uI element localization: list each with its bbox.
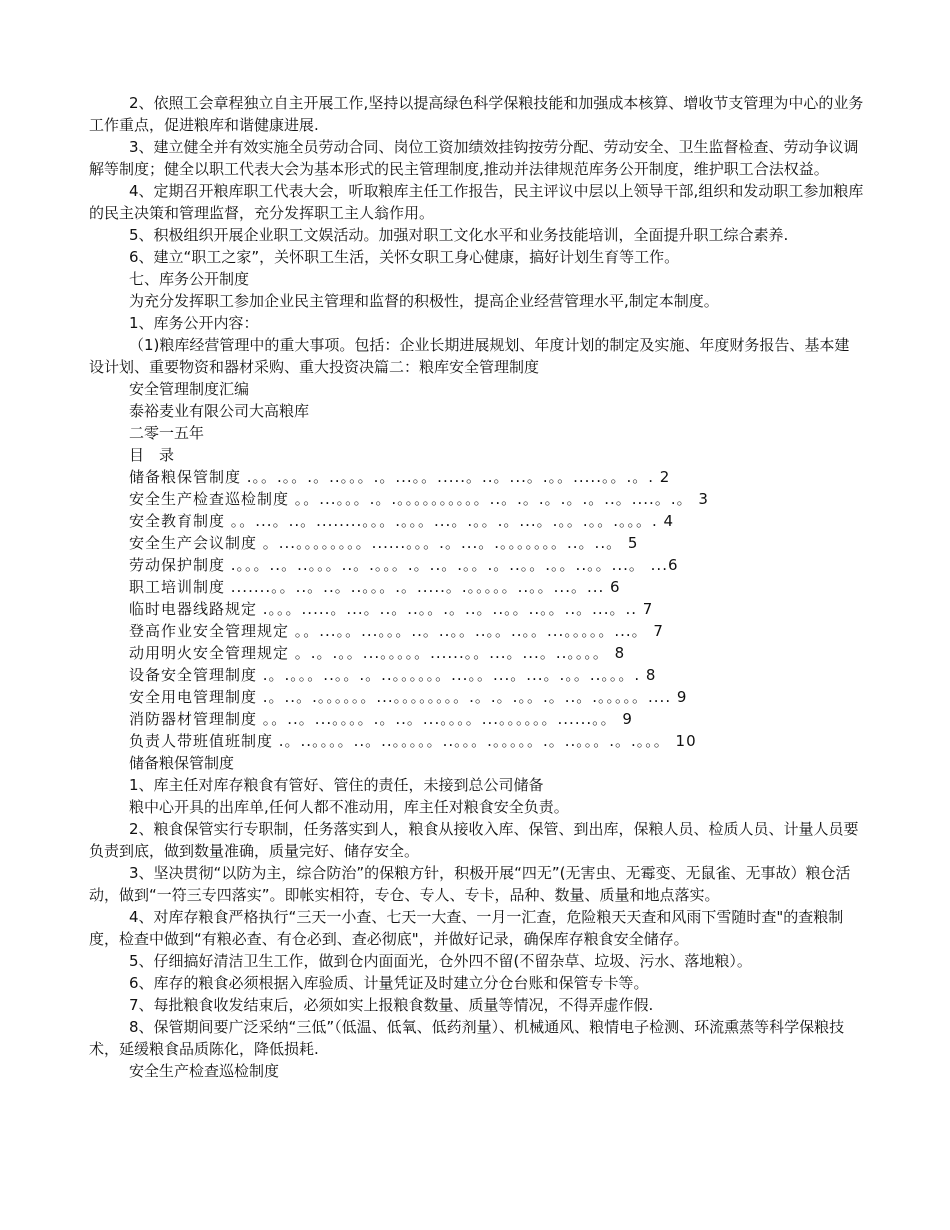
toc-entry: 安全生产检查巡检制度 。。...。。。.。.。。。。。。。。。。..。.。.。.。.。..。....。.。 3 bbox=[129, 490, 709, 508]
paragraph: 6、建立“职工之家”，关怀职工生活，关怀女职工身心健康，搞好计划生育等工作。 bbox=[129, 248, 680, 266]
paragraph: 6、库存的粮食必须根据入库验质、计量凭证及时建立分仓台账和保管专卡等。 bbox=[129, 974, 649, 992]
toc-entry: 安全教育制度 。。...。..。........。。。.。。。...。.。。.。...。.。。.。。.。。。. 4 bbox=[129, 512, 675, 530]
paragraph: 5、积极组织开展企业职工文娱活动。加强对职工文化水平和业务技能培训，全面提升职工综合素养. bbox=[129, 226, 789, 244]
toc-entry: 安全用电管理制度 .。..。.。。。。。。...。。。。。。。。.。.。.。。.。..。.。。。。。.... 9 bbox=[129, 688, 688, 706]
toc-entry: 临时电器线路规定 .。。。.....。...。..。..。。.。..。..。。..。。..。...。.. 7 bbox=[129, 600, 654, 618]
toc-entry: 储备粮保管制度 .。。.。。.。..。。。.。...。。.....。..。...。.。。.....。。.。. 2 bbox=[129, 468, 671, 486]
paragraph: 7、每批粮食收发结束后，必须如实上报粮食数量、质量等情况，不得弄虚作假. bbox=[129, 996, 654, 1014]
toc-entry: 负责人带班值班制度 .。..。。。。..。..。。。。。..。。。.。。。。。.。..。。。.。.。。。 10 bbox=[129, 732, 697, 750]
paragraph: 3、坚决贯彻“以防为主，综合防治”的保粮方针，积极开展“四无”(无害虫、无霉变、无鼠雀、无事故）粮仓活动，做到“一符三专四落实”。即帐实相符，专仓、专人、专卡，品种、数量、质量和地点落实。 bbox=[89, 864, 851, 904]
paragraph: 二零一五年 bbox=[129, 424, 205, 442]
paragraph: 4、定期召开粮库职工代表大会，听取粮库主任工作报告，民主评议中层以上领导干部,组织和发动职工参加粮库的民主决策和管理监督，充分发挥职工主人翁作用。 bbox=[89, 182, 864, 222]
toc-entry: 安全生产会议制度 。...。。。。。。。。......。。。.。...。.。。。。。。。..。..。 5 bbox=[129, 534, 639, 552]
paragraph: 目 录 bbox=[129, 446, 175, 464]
paragraph: 4、对库存粮食严格执行“三天一小查、七天一大查、一月一汇查，危险粮天天查和风雨下雪随时查"的查粮制度，检查中做到“有粮必查、有仓必到、查必彻底"，并做好记录，确保库存粮食安全储存。 bbox=[89, 908, 844, 948]
toc-entry: 劳动保护制度 .。。。..。..。。。..。.。。。.。..。.。。.。..。。.。。..。。...。 ...6 bbox=[129, 556, 679, 574]
paragraph: 3、建立健全并有效实施全员劳动合同、岗位工资加绩效挂钩按劳分配、劳动安全、卫生监督检查、劳动争议调解等制度；健全以职工代表大会为基本形式的民主管理制度,推动并法律规范库务公开制度，维护职工合法权益。 bbox=[89, 138, 859, 178]
paragraph: 8、保管期间要广泛采纳“三低”（低温、低氧、低药剂量）、机械通风、粮情电子检测、环流熏蒸等科学保粮技术，延缓粮食品质陈化，降低损耗. bbox=[89, 1018, 845, 1058]
paragraph: 5、仔细搞好清洁卫生工作，做到仓内面面光，仓外四不留(不留杂草、垃圾、污水、落地粮）。 bbox=[129, 952, 752, 970]
toc-entry: 消防器材管理制度 。。..。...。。。。.。..。...。。。。...。。。。。。......。。 9 bbox=[129, 710, 633, 728]
paragraph: 安全管理制度汇编 bbox=[129, 380, 250, 398]
paragraph: 1、库主任对库存粮食有管好、管住的责任，未接到总公司储备 bbox=[129, 776, 544, 794]
paragraph: 2、粮食保管实行专职制，任务落实到人，粮食从接收入库、保管、到出库，保粮人员、检质人员、计量人员要负责到底，做到数量准确，质量完好、储存安全。 bbox=[89, 820, 859, 860]
paragraph: 安全生产检查巡检制度 bbox=[129, 1062, 280, 1080]
paragraph: 储备粮保管制度 bbox=[129, 754, 235, 772]
paragraph: （1)粮库经营管理中的重大事项。包括：企业长期进展规划、年度计划的制定及实施、年度财务报告、基本建设计划、重要物资和器材采购、重大投资决篇二：粮库安全管理制度 bbox=[89, 336, 850, 376]
toc-entry: 职工培训制度 .......。。..。..。..。。。.。.....。.。。。。。..。。...。... 6 bbox=[129, 578, 621, 596]
paragraph: 为充分发挥职工参加企业民主管理和监督的积极性，提高企业经营管理水平,制定本制度。 bbox=[129, 292, 719, 310]
paragraph: 七、库务公开制度 bbox=[129, 270, 250, 288]
toc-entry: 动用明火安全管理规定 。.。.。。...。。。。。......。。...。...。..。。。。 8 bbox=[129, 644, 626, 662]
paragraph: 2、依照工会章程独立自主开展工作,坚持以提高绿色科学保粮技能和加强成本核算、增收节支管理为中心的业务工作重点，促进粮库和谐健康进展. bbox=[89, 94, 864, 134]
toc-entry: 登高作业安全管理规定 。。...。。...。。。..。..。。..。。..。。...。。。。。...。 7 bbox=[129, 622, 664, 640]
document-body bbox=[89, 92, 864, 1082]
paragraph: 粮中心开具的出库单,任何人都不准动用，库主任对粮食安全负责。 bbox=[129, 798, 569, 816]
paragraph: 泰裕麦业有限公司大高粮库 bbox=[129, 402, 310, 420]
toc-entry: 设备安全管理制度 .。.。。。..。。.。..。。。。。。...。。...。...。.。。..。。。. 8 bbox=[129, 666, 657, 684]
paragraph: 1、库务公开内容： bbox=[129, 314, 259, 332]
